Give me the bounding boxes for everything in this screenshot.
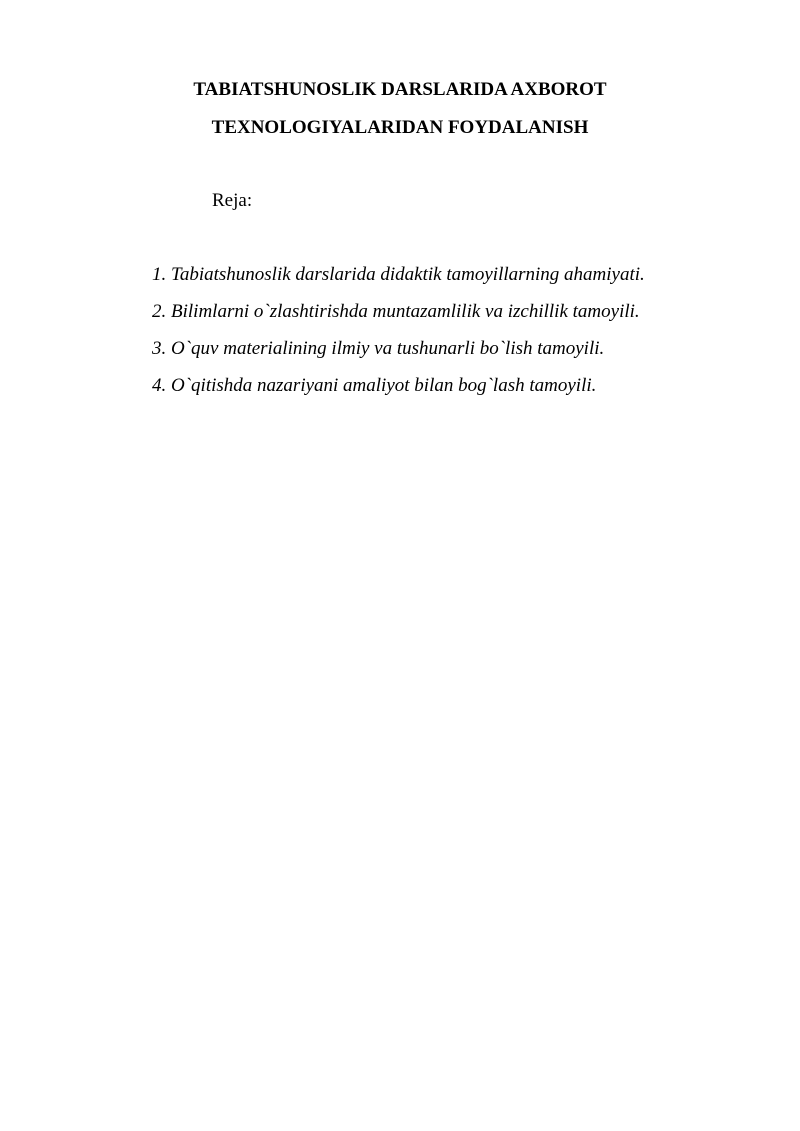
plan-item-4: 4. O`qitishda nazariyani amaliyot bilan bog`lash tamoyili.	[152, 375, 597, 396]
plan-heading: Reja:	[212, 190, 253, 211]
plan-item-3: 3. O`quv materialining ilmiy va tushunarli bo`lish tamoyili.	[152, 338, 605, 359]
plan-list	[152, 264, 645, 412]
document-title-line-2: TEXNOLOGIYALARIDAN FOYDALANISH	[211, 117, 589, 138]
plan-item-2: 2. Bilimlarni o`zlashtirishda muntazamlilik va izchillik tamoyili.	[152, 301, 640, 322]
plan-item-1: 1. Tabiatshunoslik darslarida didaktik tamoyillarning ahamiyati.	[152, 264, 645, 285]
document-title-line-1: TABIATSHUNOSLIK DARSLARIDA AXBOROT	[193, 79, 607, 100]
